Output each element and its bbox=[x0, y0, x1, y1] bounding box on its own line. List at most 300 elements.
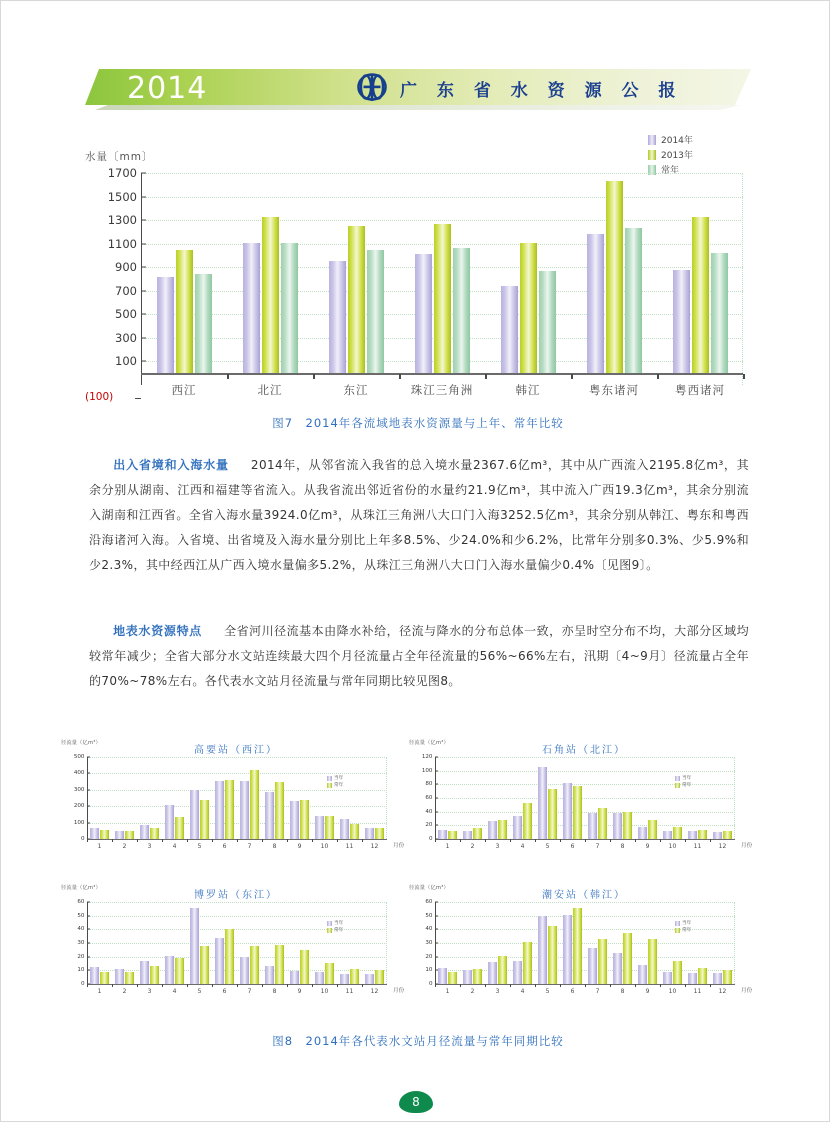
bar-常年-粤西诸河 bbox=[711, 253, 728, 373]
bar-2013年-粤东诸河 bbox=[606, 181, 623, 374]
bar-当年-month-4 bbox=[165, 956, 174, 984]
bar-2013年-西江 bbox=[176, 250, 193, 373]
plot-right-border bbox=[742, 173, 743, 385]
legend-item bbox=[675, 920, 691, 926]
gridline bbox=[435, 771, 735, 772]
x-axis-line bbox=[141, 373, 743, 375]
x-axis-tick-mark bbox=[212, 839, 213, 842]
x-axis-tick-mark bbox=[187, 984, 188, 987]
x-axis-tick-mark bbox=[362, 839, 363, 842]
bar-当年-month-3 bbox=[140, 825, 149, 839]
x-axis-month-label: 1 bbox=[97, 988, 102, 995]
y-axis-tick-label: 20 bbox=[425, 822, 433, 829]
bar-当年-month-3 bbox=[140, 961, 149, 984]
x-axis-tick-mark bbox=[657, 374, 659, 379]
x-axis-month-label: 11 bbox=[345, 988, 354, 995]
figure8-caption: 图8 2014年各代表水文站月径流量与常年同期比较 bbox=[272, 1034, 564, 1048]
chart-title: 潮安站（韩江） bbox=[542, 890, 626, 901]
bar-常年-month-2 bbox=[473, 828, 482, 839]
x-axis-month-label: 7 bbox=[247, 988, 252, 995]
y-axis-tick-label: 1100 bbox=[107, 236, 137, 251]
x-axis-month-label: 3 bbox=[147, 988, 152, 995]
bar-2014年-粤东诸河 bbox=[587, 234, 604, 373]
x-axis-title: 月份 bbox=[741, 988, 753, 994]
legend-item bbox=[327, 782, 343, 788]
x-axis-month-label: 7 bbox=[595, 988, 600, 995]
bar-当年-month-1 bbox=[438, 968, 447, 984]
x-axis-tick-mark bbox=[237, 984, 238, 987]
chart-title: 石角站（北江） bbox=[542, 745, 626, 756]
legend-swatch-icon bbox=[327, 928, 332, 933]
bar-当年-month-11 bbox=[688, 973, 697, 984]
legend-item bbox=[327, 775, 343, 781]
x-axis-tick-mark bbox=[87, 839, 88, 842]
x-axis-tick-mark bbox=[112, 984, 113, 987]
x-axis-tick-mark bbox=[485, 984, 486, 987]
x-axis-month-label: 2 bbox=[470, 843, 475, 850]
bar-当年-month-10 bbox=[315, 972, 324, 984]
y-axis-tick-label: 30 bbox=[425, 940, 433, 946]
bar-当年-month-3 bbox=[488, 962, 497, 984]
y-axis-tick-label: 40 bbox=[77, 926, 85, 933]
bar-常年-month-11 bbox=[698, 968, 707, 984]
bar-常年-粤东诸河 bbox=[625, 228, 642, 373]
paragraph-surface-water-features bbox=[89, 619, 749, 694]
x-axis-tick-mark bbox=[435, 839, 436, 842]
x-axis-month-label: 8 bbox=[620, 988, 625, 995]
bar-常年-month-5 bbox=[200, 946, 209, 984]
bar-当年-month-6 bbox=[563, 915, 572, 984]
x-axis-month-label: 5 bbox=[545, 988, 550, 995]
x-axis-month-label: 10 bbox=[668, 843, 677, 850]
x-axis-tick-mark bbox=[112, 839, 113, 842]
x-axis-month-label: 10 bbox=[320, 843, 329, 850]
gridline bbox=[87, 790, 387, 791]
x-axis-category-label: 粤西诸河 bbox=[675, 383, 725, 398]
bar-当年-month-5 bbox=[538, 916, 547, 984]
bar-当年-month-6 bbox=[215, 781, 224, 839]
bar-当年-month-2 bbox=[115, 969, 124, 984]
bar-常年-month-7 bbox=[250, 770, 259, 839]
bar-常年-month-3 bbox=[498, 820, 507, 839]
x-axis-tick-mark bbox=[635, 839, 636, 842]
legend bbox=[327, 775, 343, 789]
bar-当年-month-12 bbox=[713, 973, 722, 984]
x-axis-tick-mark bbox=[535, 839, 536, 842]
fig7-y-axis-title: 水量〔mm〕 bbox=[85, 151, 154, 163]
plot-area bbox=[73, 754, 387, 850]
x-axis-tick-mark bbox=[137, 839, 138, 842]
y-axis-tick-label: 0 bbox=[428, 836, 433, 842]
y-axis-tick-label: 400 bbox=[73, 770, 85, 777]
legend-label: 常年 bbox=[334, 928, 344, 933]
bar-常年-month-9 bbox=[300, 950, 309, 984]
x-axis-month-label: 8 bbox=[272, 988, 277, 995]
x-axis-tick-mark bbox=[660, 984, 661, 987]
x-axis-month-label: 9 bbox=[645, 843, 650, 850]
bar-常年-month-9 bbox=[300, 800, 309, 839]
x-axis-month-label: 2 bbox=[122, 988, 127, 995]
x-axis-month-label: 5 bbox=[197, 843, 202, 850]
legend-swatch-icon bbox=[675, 783, 680, 788]
x-axis-category-label: 东江 bbox=[343, 383, 369, 398]
x-axis-tick-mark bbox=[610, 984, 611, 987]
x-axis-tick-mark bbox=[187, 839, 188, 842]
legend-label: 2013年 bbox=[661, 151, 693, 161]
x-axis-month-label: 12 bbox=[370, 843, 379, 850]
x-axis-tick-mark bbox=[362, 984, 363, 987]
bar-常年-month-11 bbox=[698, 830, 707, 839]
x-axis-month-label: 1 bbox=[445, 988, 450, 995]
legend-label: 当年 bbox=[334, 921, 344, 926]
fig7-negative-tick-label: (100) bbox=[85, 391, 114, 403]
legend-item bbox=[675, 775, 691, 781]
bar-当年-month-10 bbox=[663, 831, 672, 839]
bar-常年-month-8 bbox=[275, 782, 284, 839]
plot-right-border bbox=[386, 757, 387, 839]
y-axis-tick-label: 300 bbox=[73, 786, 85, 793]
y-axis-tick-label: 30 bbox=[77, 940, 85, 946]
x-axis-tick-mark bbox=[743, 374, 745, 379]
bar-常年-month-8 bbox=[623, 933, 632, 984]
legend bbox=[327, 920, 343, 934]
y-axis-tick-label: 200 bbox=[73, 803, 85, 810]
bar-当年-month-2 bbox=[463, 831, 472, 839]
x-axis-tick-mark bbox=[162, 984, 163, 987]
y-axis-tick-label: 120 bbox=[421, 754, 433, 760]
bar-常年-month-3 bbox=[150, 966, 159, 984]
bar-当年-month-9 bbox=[638, 827, 647, 839]
x-axis-tick-mark bbox=[287, 984, 288, 987]
legend bbox=[675, 775, 691, 789]
x-axis-tick-mark bbox=[262, 839, 263, 842]
bar-2014年-韩江 bbox=[501, 286, 518, 374]
bar-当年-month-5 bbox=[190, 790, 199, 839]
fig7-legend bbox=[648, 133, 693, 178]
y-axis-tick-label: 300 bbox=[115, 330, 137, 345]
gridline bbox=[435, 825, 735, 826]
x-axis-month-label: 12 bbox=[370, 988, 379, 995]
x-axis-month-label: 12 bbox=[718, 843, 727, 850]
bar-常年-month-11 bbox=[350, 969, 359, 984]
bar-当年-month-6 bbox=[215, 938, 224, 984]
bar-当年-month-4 bbox=[513, 816, 522, 839]
x-axis-tick-mark bbox=[585, 839, 586, 842]
x-axis-tick-mark bbox=[162, 839, 163, 842]
x-axis-tick-mark bbox=[510, 984, 511, 987]
bar-2013年-粤西诸河 bbox=[692, 217, 709, 373]
x-axis-month-label: 7 bbox=[595, 843, 600, 850]
y-axis-tick-label: 0 bbox=[80, 981, 85, 987]
bar-2014年-粤西诸河 bbox=[673, 270, 690, 374]
legend-swatch-icon bbox=[675, 928, 680, 933]
bar-当年-month-10 bbox=[663, 972, 672, 984]
legend-swatch-icon bbox=[648, 150, 656, 160]
bar-当年-month-7 bbox=[588, 813, 597, 839]
bar-常年-month-12 bbox=[723, 970, 732, 984]
x-axis-month-label: 3 bbox=[147, 843, 152, 850]
bar-常年-month-2 bbox=[125, 831, 134, 839]
x-axis-tick-mark bbox=[635, 984, 636, 987]
bar-常年-month-12 bbox=[375, 970, 384, 984]
bar-当年-month-9 bbox=[290, 801, 299, 839]
figure8-chart-boluo-dongjiang bbox=[61, 884, 411, 1014]
bar-常年-month-4 bbox=[175, 958, 184, 984]
bar-常年-month-5 bbox=[548, 926, 557, 984]
x-axis-tick-mark bbox=[137, 984, 138, 987]
bar-2014年-东江 bbox=[329, 261, 346, 373]
bar-常年-month-7 bbox=[598, 939, 607, 984]
bar-常年-month-10 bbox=[325, 816, 334, 839]
plot-right-border bbox=[386, 902, 387, 984]
legend-item bbox=[675, 927, 691, 933]
x-axis-category-label: 韩江 bbox=[515, 383, 541, 398]
x-axis-month-label: 10 bbox=[668, 988, 677, 995]
y-axis-tick-label: 1700 bbox=[107, 166, 137, 180]
x-axis-month-label: 9 bbox=[645, 988, 650, 995]
gridline bbox=[87, 902, 387, 903]
x-axis-category-label: 珠江三角洲 bbox=[410, 383, 474, 398]
bar-常年-month-6 bbox=[573, 786, 582, 839]
plot-area bbox=[421, 754, 735, 850]
y-axis-tick-label: 60 bbox=[425, 899, 433, 905]
bar-当年-month-12 bbox=[365, 828, 374, 839]
bar-常年-month-7 bbox=[250, 946, 259, 984]
x-axis-tick-mark bbox=[262, 984, 263, 987]
x-axis-tick-mark bbox=[485, 839, 486, 842]
x-axis-tick-mark bbox=[660, 839, 661, 842]
x-axis-tick-mark bbox=[237, 839, 238, 842]
x-axis-category-label: 北江 bbox=[257, 383, 283, 398]
gridline bbox=[87, 957, 387, 958]
bar-常年-month-2 bbox=[125, 972, 134, 984]
legend-swatch-icon bbox=[327, 776, 332, 781]
x-axis-month-label: 1 bbox=[97, 843, 102, 850]
gridline bbox=[435, 916, 735, 917]
x-axis-tick-mark bbox=[337, 984, 338, 987]
bar-当年-month-9 bbox=[290, 971, 299, 984]
bar-当年-month-1 bbox=[438, 830, 447, 839]
x-axis-tick-mark bbox=[510, 839, 511, 842]
chart-title: 博罗站（东江） bbox=[194, 890, 278, 901]
gridline bbox=[435, 812, 735, 813]
x-axis-month-label: 6 bbox=[222, 988, 227, 995]
y-axis-tick-label: 10 bbox=[77, 967, 85, 974]
y-axis-title: 径流量（亿m³） bbox=[61, 885, 101, 891]
bar-当年-month-7 bbox=[240, 781, 249, 839]
x-axis-month-label: 6 bbox=[570, 988, 575, 995]
bar-当年-month-11 bbox=[340, 819, 349, 839]
x-axis-month-label: 4 bbox=[520, 988, 525, 995]
bar-常年-month-8 bbox=[623, 812, 632, 839]
x-axis-title: 月份 bbox=[741, 843, 753, 849]
bar-当年-month-7 bbox=[240, 957, 249, 984]
bar-常年-month-1 bbox=[100, 830, 109, 839]
banner-year: 2014 bbox=[127, 71, 208, 106]
x-axis-tick-mark bbox=[287, 839, 288, 842]
bar-当年-month-10 bbox=[315, 816, 324, 839]
bar-常年-month-9 bbox=[648, 939, 657, 984]
x-axis-month-label: 3 bbox=[495, 988, 500, 995]
bar-常年-month-7 bbox=[598, 808, 607, 839]
legend-item bbox=[327, 920, 343, 926]
x-axis-month-label: 6 bbox=[222, 843, 227, 850]
x-axis-category-label: 粤东诸河 bbox=[589, 383, 639, 398]
publication-title: 广 东 省 水 资 源 公 报 bbox=[400, 81, 683, 101]
guangdong-water-emblem-icon bbox=[357, 73, 387, 102]
legend-swatch-icon bbox=[327, 921, 332, 926]
x-axis-month-label: 4 bbox=[172, 988, 177, 995]
x-axis-month-label: 6 bbox=[570, 843, 575, 850]
legend-label: 当年 bbox=[682, 776, 692, 781]
y-axis-title: 径流量（亿m³） bbox=[409, 885, 449, 891]
page-header-banner bbox=[85, 69, 751, 111]
bar-当年-month-5 bbox=[190, 908, 199, 984]
legend-label: 常年 bbox=[682, 928, 692, 933]
y-axis-title: 径流量（亿m³） bbox=[409, 740, 449, 746]
plot-right-border bbox=[734, 757, 735, 839]
paragraph-lead-inflow-outflow: 出入省境和入海水量 bbox=[113, 458, 229, 472]
x-axis-tick-mark bbox=[710, 839, 711, 842]
y-axis-tick-label: 1300 bbox=[107, 213, 137, 228]
figure8-chart-shijiao-beijiang bbox=[409, 739, 759, 869]
x-axis-tick-mark bbox=[710, 984, 711, 987]
bar-常年-month-11 bbox=[350, 824, 359, 839]
bar-常年-month-1 bbox=[448, 831, 457, 839]
x-axis-title: 月份 bbox=[393, 988, 405, 994]
x-axis-tick-mark bbox=[460, 984, 461, 987]
x-axis-month-label: 9 bbox=[297, 843, 302, 850]
bar-常年-西江 bbox=[195, 274, 212, 374]
bar-当年-month-11 bbox=[688, 831, 697, 839]
x-axis-month-label: 4 bbox=[520, 843, 525, 850]
figure7-basin-surface-water-chart bbox=[85, 133, 751, 413]
gridline bbox=[87, 806, 387, 807]
legend-swatch-icon bbox=[648, 135, 656, 145]
gridline bbox=[141, 220, 743, 221]
y-axis-tick-label: 500 bbox=[73, 754, 85, 760]
bar-2013年-北江 bbox=[262, 217, 279, 374]
x-axis-month-label: 9 bbox=[297, 988, 302, 995]
x-axis-tick-mark bbox=[313, 374, 315, 379]
x-axis-tick-mark bbox=[685, 839, 686, 842]
x-axis-tick-mark bbox=[312, 984, 313, 987]
y-axis-tick-label: 50 bbox=[77, 912, 85, 919]
y-axis-tick-label: 100 bbox=[421, 767, 433, 774]
paragraph-inflow-outflow bbox=[89, 453, 749, 578]
y-axis-tick-label: 40 bbox=[425, 926, 433, 933]
x-axis-tick-mark bbox=[610, 839, 611, 842]
x-axis-month-label: 11 bbox=[693, 843, 702, 850]
x-axis-month-label: 5 bbox=[545, 843, 550, 850]
x-axis-month-label: 12 bbox=[718, 988, 727, 995]
legend-swatch-icon bbox=[675, 776, 680, 781]
y-axis-tick-label: 10 bbox=[425, 967, 433, 974]
x-axis-tick-mark bbox=[535, 984, 536, 987]
gridline bbox=[435, 902, 735, 903]
x-axis-month-label: 5 bbox=[197, 988, 202, 995]
y-axis-title: 径流量（亿m³） bbox=[61, 740, 101, 746]
legend-item bbox=[648, 133, 693, 146]
x-axis-month-label: 7 bbox=[247, 843, 252, 850]
x-axis-month-label: 8 bbox=[620, 843, 625, 850]
bar-常年-month-12 bbox=[723, 831, 732, 839]
x-axis-tick-mark bbox=[571, 374, 573, 379]
y-axis-line bbox=[435, 902, 436, 984]
bar-常年-month-4 bbox=[175, 817, 184, 839]
y-axis-tick-label: 900 bbox=[115, 260, 137, 275]
legend-item bbox=[648, 148, 693, 161]
figure7-caption: 图7 2014年各流域地表水资源量与上年、常年比较 bbox=[272, 416, 564, 430]
y-axis-tick-label: 20 bbox=[425, 953, 433, 960]
fig7-negative-tick-mark bbox=[135, 398, 141, 399]
plot-area bbox=[77, 899, 387, 995]
x-axis-tick-mark bbox=[312, 839, 313, 842]
x-axis-tick-mark bbox=[460, 839, 461, 842]
gridline bbox=[87, 943, 387, 944]
y-axis-tick-label: 0 bbox=[80, 836, 85, 842]
x-axis-month-label: 1 bbox=[445, 843, 450, 850]
gridline bbox=[435, 798, 735, 799]
legend-label: 常年 bbox=[682, 783, 692, 788]
bar-2013年-韩江 bbox=[520, 243, 537, 374]
bar-当年-month-6 bbox=[563, 783, 572, 839]
x-axis-tick-mark bbox=[87, 984, 88, 987]
bar-常年-month-5 bbox=[548, 789, 557, 839]
bar-常年-month-3 bbox=[498, 956, 507, 984]
bar-常年-month-4 bbox=[523, 803, 532, 839]
x-axis-tick-mark bbox=[227, 374, 229, 379]
y-axis-line bbox=[435, 757, 436, 839]
bar-当年-month-12 bbox=[365, 974, 374, 984]
legend-swatch-icon bbox=[327, 783, 332, 788]
x-axis-tick-mark bbox=[212, 984, 213, 987]
bar-2014年-西江 bbox=[157, 277, 174, 374]
y-axis-tick-label: 80 bbox=[425, 781, 433, 788]
y-axis-tick-label: 60 bbox=[425, 795, 433, 801]
y-axis-line bbox=[141, 173, 142, 385]
gridline bbox=[141, 173, 743, 174]
legend-label: 当年 bbox=[334, 776, 344, 781]
bar-常年-month-6 bbox=[573, 908, 582, 984]
gridline bbox=[87, 757, 387, 758]
y-axis-line bbox=[87, 902, 88, 984]
x-axis-tick-mark bbox=[485, 374, 487, 379]
x-axis-tick-mark bbox=[337, 839, 338, 842]
bar-当年-month-5 bbox=[538, 767, 547, 839]
bar-常年-month-4 bbox=[523, 942, 532, 984]
y-axis-tick-label: 100 bbox=[73, 819, 85, 826]
y-axis-tick-label: 60 bbox=[77, 899, 85, 905]
legend-item bbox=[327, 927, 343, 933]
x-axis-tick-mark bbox=[435, 984, 436, 987]
bar-常年-month-6 bbox=[225, 929, 234, 984]
bar-常年-month-2 bbox=[473, 969, 482, 984]
x-axis-month-label: 2 bbox=[470, 988, 475, 995]
x-axis-tick-mark bbox=[560, 839, 561, 842]
bar-常年-month-1 bbox=[100, 972, 109, 984]
bar-常年-month-1 bbox=[448, 972, 457, 984]
bar-当年-month-8 bbox=[613, 813, 622, 839]
x-axis-tick-mark bbox=[560, 984, 561, 987]
legend-item bbox=[675, 782, 691, 788]
bar-当年-month-3 bbox=[488, 821, 497, 839]
x-axis-month-label: 2 bbox=[122, 843, 127, 850]
legend-label: 2014年 bbox=[661, 136, 693, 146]
y-axis-tick-label: 0 bbox=[428, 981, 433, 987]
x-axis-month-label: 11 bbox=[693, 988, 702, 995]
paragraph-text-inflow-outflow: 2014年，从邻省流入我省的总入境水量2367.6亿m³，其中从广西流入2195.8亿m³，其余分别从湖南、江西和福建等省流入。从我省流出邻近省份的水量约21.9亿m³，其中流入广西19.3亿m³，其余分别流入湖南和江西省。全省入海水量3924.0亿m³，从珠江三角洲八大口门入海3252.5亿m³，其余分别从韩江、粤东和粤西沿海诸河入海。入省境、出省境及入海水量分别比上年多8.5%、少24.0%和少6.2%，比常年分别多0.3%、少5.9%和少2.3%，其中经西江从广西入境水量偏多5.2%，从珠江三角洲八大口门入海水量偏少0.4%〔见图9〕。 bbox=[89, 458, 749, 572]
